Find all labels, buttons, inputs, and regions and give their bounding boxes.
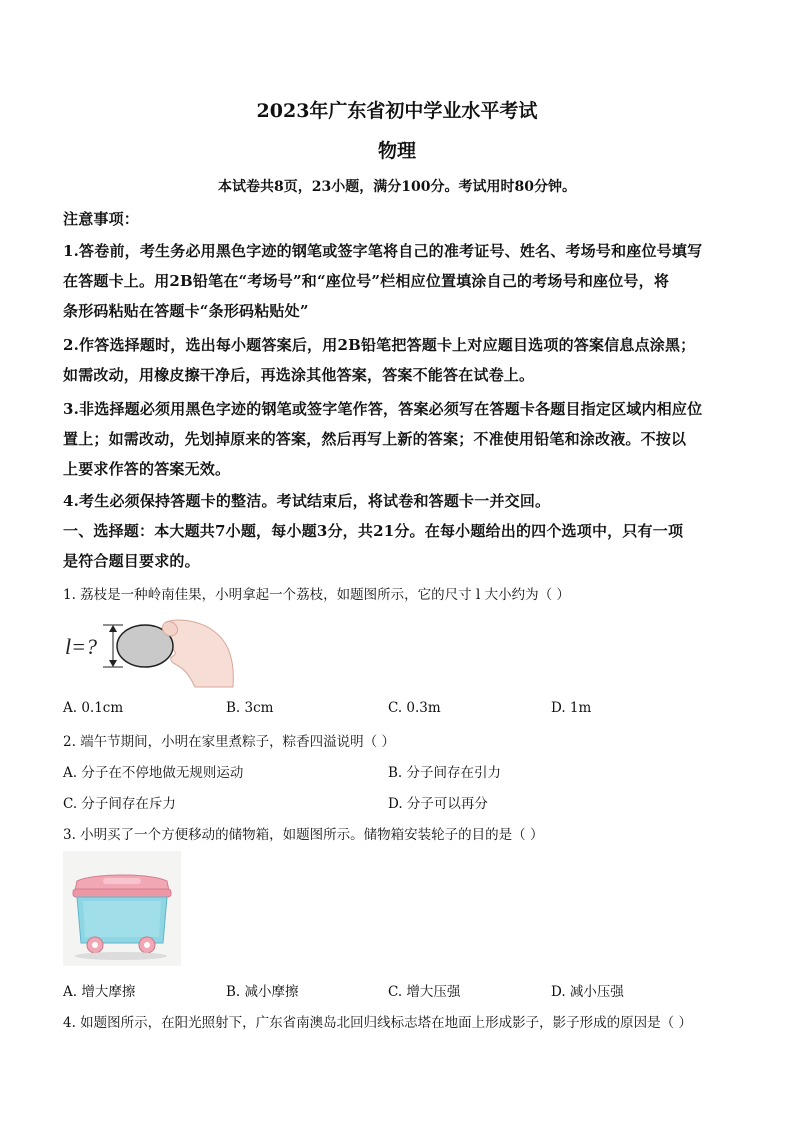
notice-line: 1.答卷前，考生务必用黑色字迹的钢笔或签字笔将自己的准考证号、姓名、考场号和座位号填写	[63, 242, 703, 260]
option-d: D. 减小压强	[551, 984, 624, 1000]
notice-line: 4.考生必须保持答题卡的整洁。考试结束后，将试卷和答题卡一并交回。	[63, 492, 551, 510]
question-2-stem: 2. 端午节期间，小明在家里煮粽子，粽香四溢说明（ ）	[63, 734, 395, 750]
question-1-stem: 1. 荔枝是一种岭南佳果，小明拿起一个荔枝，如题图所示，它的尺寸 l 大小约为（ ）	[63, 587, 570, 603]
figure-label-l: l=?	[65, 634, 97, 659]
section-heading-line: 一、选择题：本大题共7小题，每小题3分，共21分。在每小题给出的四个选项中，只有一项	[63, 522, 684, 540]
notice-line: 如需改动，用橡皮擦干净后，再选涂其他答案，答案不能答在试卷上。	[63, 366, 535, 384]
notice-line: 3.非选择题必须用黑色字迹的钢笔或签字笔作答，答案必须写在答题卡各题目指定区域内相应位	[63, 400, 703, 418]
option-a: A. 0.1cm	[63, 700, 124, 716]
option-d: D. 分子可以再分	[388, 796, 488, 812]
lychee-figure	[63, 612, 238, 692]
option-a: A. 增大摩擦	[63, 984, 136, 1000]
exam-info: 本试卷共8页，23小题，满分100分。考试用时80分钟。	[218, 179, 576, 195]
option-c: C. 0.3m	[388, 700, 441, 716]
option-d: D. 1m	[551, 700, 592, 716]
option-c: C. 分子间存在斥力	[63, 796, 176, 812]
question-4-stem: 4. 如题图所示，在阳光照射下，广东省南澳岛北回归线标志塔在地面上形成影子，影子形成的原因是（ ）	[63, 1015, 692, 1031]
notice-heading: 注意事项：	[63, 210, 140, 228]
storage-box-figure	[63, 851, 181, 966]
option-a: A. 分子在不停地做无规则运动	[63, 765, 244, 781]
notice-line: 2.作答选择题时，选出每小题答案后，用2B铅笔把答题卡上对应题目选项的答案信息点涂黑；	[63, 336, 696, 354]
option-b: B. 3cm	[226, 700, 274, 716]
notice-line: 上要求作答的答案无效。	[63, 460, 231, 478]
notice-line: 在答题卡上。用2B铅笔在“考场号”和“座位号”栏相应位置填涂自己的考场号和座位号，将	[63, 272, 670, 290]
notice-line: 置上；如需改动，先划掉原来的答案，然后再写上新的答案；不准使用铅笔和涂改液。不按以	[63, 430, 687, 448]
option-c: C. 增大压强	[388, 984, 461, 1000]
subject-title: 物理	[377, 140, 416, 162]
option-b: B. 减小摩擦	[226, 984, 299, 1000]
notice-line: 条形码粘贴在答题卡“条形码粘贴处”	[63, 302, 309, 320]
exam-title: 2023年广东省初中学业水平考试	[256, 100, 538, 122]
question-3-stem: 3. 小明买了一个方便移动的储物箱，如题图所示。储物箱安装轮子的目的是（ ）	[63, 827, 544, 843]
section-heading-line: 是符合题目要求的。	[63, 552, 200, 570]
option-b: B. 分子间存在引力	[388, 765, 502, 781]
